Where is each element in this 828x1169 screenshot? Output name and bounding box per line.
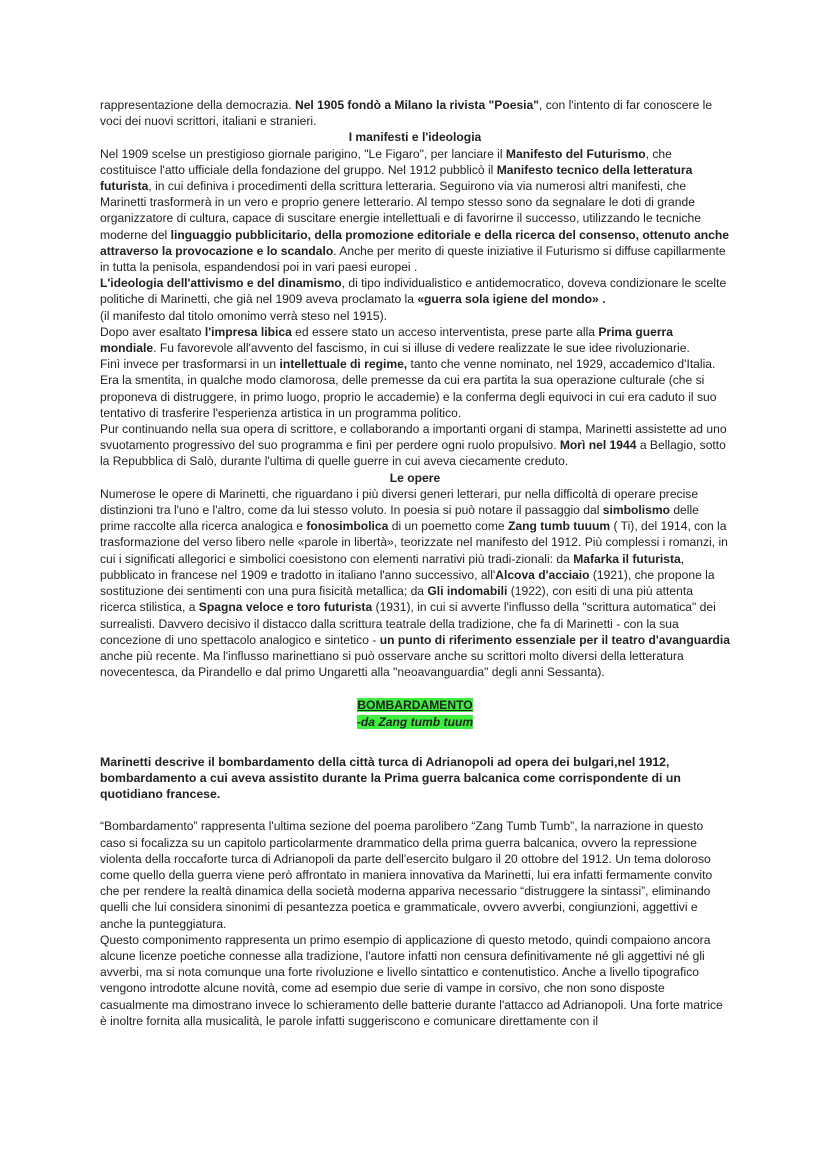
heading-manifesti: I manifesti e l'ideologia xyxy=(348,130,482,145)
section-title-wrap xyxy=(100,697,730,713)
section-subtitle-wrap xyxy=(100,714,730,730)
paragraph-manifesto-note: (il manifesto dal titolo omonimo verrà steso nel 1915). xyxy=(100,308,388,323)
paragraph-manifesti: Nel 1909 scelse un prestigioso giornale parigino, "Le Figaro", per lanciare il Manifesto del Futurismo, che costituisce l'atto ufficiale della fondazione del gruppo. Nel 1912 pubblicò il Manifesto tecnico della letteratura futurista, in cui definiva i procedimenti della scrittura letteraria. Seguirono via via numerosi altri manifesti, che Marinetti trasformerà in un vero e proprio genere letterario. Al tempo stesso sono da segnalare le doti di grande organizzatore di cultura, capace di suscitare energie intellettuali e di favorirne il successo, utilizzando le tecniche moderne del linguaggio pubblicitario, della promozione editoriale e della ricerca del consenso, ottenuto anche attraverso la provocazione e lo scandalo. Anche per merito di queste iniziative il Futurismo si diffuse capillarmente in tutta la penisola, espandendosi poi in vari paesi europei . xyxy=(100,146,730,275)
paragraph-regime: Finì invece per trasformarsi in un intellettuale di regime, tanto che venne nominato, nel 1929, accademico d'Italia. Era la smentita, in qualche modo clamorosa, delle premesse da cui era partita la sua operazione culturale (che si proponeva di distruggere, in primo luogo, proprio le accademie) e la conferma degli equivoci in cui era caduto il suo tentativo di trasferire l'esperienza artistica in un programma politico. xyxy=(100,357,717,420)
section-title-bombardamento: BOMBARDAMENTO xyxy=(357,698,473,713)
paragraph-componimento: Questo componimento rappresenta un primo esempio di applicazione di questo metodo, quindi compaiono ancora alcune licenze poetiche connesse alla tradizione, l'autore infatti non censura definitivamente né gli aggettivi né gli avverbi, ma si nota comunque una forte rivoluzione e livello sintattico e contenutistico. Anche a livello tipografico vengono introdotte alcune novità, come ad esempio due serie di vampe in corsivo, che non sono disposte casualmente ma dimostrano invece lo schieramento delle batterie durante l'attacco ad Adrianopoli. Una forte matrice è inoltre fornita alla musicalità, le parole infatti suggeriscono e comunicare direttamente con il xyxy=(100,932,723,1028)
section-subtitle: -da Zang tumb tuum xyxy=(356,714,474,729)
heading-opere: Le opere xyxy=(389,470,441,485)
document-page xyxy=(100,97,730,1029)
paragraph-opere: Numerose le opere di Marinetti, che riguardano i più diversi generi letterari, pur nella difficoltà di operare precise distinzioni tra l'uno e l'altro, come da lui stesso voluto. In poesia si può notare il passaggio dal simbolismo delle prime raccolte alla ricerca analogica e fonosimbolica di un poemetto come Zang tumb tuuum ( Ti), del 1914, con la trasformazione del verso libero nelle «parole in libertà», teorizzate nel manifesto del 1912. Più complessi i romanzi, in cui i significati allegorici e simbolici coesistono con elementi narrativi più tradi-zionali: da Mafarka il futurista, pubblicato in francese nel 1909 e tradotto in italiano l'anno successivo, all'Alcova d'acciaio (1921), che propone la sostituzione dei sentimenti con una pura fisicità metallica; da Gli indomabili (1922), con esiti di una più attenta ricerca stilistica, a Spagna veloce e toro futurista (1931), in cui si avverte l'influsso della "scrittura automatica" dei surrealisti. Davvero decisivo il distacco dalla scrittura teatrale della tradizione, che fa di Marinetti - con la sua concezione di uno spettacolo analogico e sintetico - un punto di riferimento essenziale per il teatro d'avanguardia anche più recente. Ma l'influsso marinettiano si può osservare anche su scrittori molto diversi della letteratura novecentesca, da Pirandello e dal primo Ungaretti alla "neoavanguardia" degli anni Sessanta). xyxy=(100,486,730,680)
paragraph-poesia: rappresentazione della democrazia. Nel 1905 fondò a Milano la rivista "Poesia", con l'intento di far conoscere le voci dei nuovi scrittori, italiani e stranieri. xyxy=(100,98,713,129)
intro-summary: Marinetti descrive il bombardamento della città turca di Adrianopoli ad opera dei bulgari,nel 1912, bombardamento a cui aveva assistito durante la Prima guerra balcanica come corrispondente di un quotidiano francese. xyxy=(100,754,681,802)
paragraph-guerra: Dopo aver esaltato l'impresa libica ed essere stato un acceso interventista, prese parte alla Prima guerra mondiale. Fu favorevole all'avvento del fascismo, in cui si illuse di vedere realizzate le sue idee rivoluzionarie. xyxy=(100,324,690,356)
paragraph-bombardamento: “Bombardamento” rappresenta l'ultima sezione del poema parolibero “Zang Tumb Tumb”, la narrazione in questo caso si focalizza su un capitolo particolarmente drammatico della prima guerra balcanica, ovvero la repressione violenta della roccaforte turca di Adrianopoli da parte dell'esercito bulgaro il 20 ottobre del 1912. Un tema doloroso come quello della guerra viene però affrontato in maniera innovativa da Marinetti, lui era infatti fermamente convito che per rendere la realtà dinamica della società moderna appariva necessario “distruggere la sintassi”, eliminando quelli che lui considera sinonimi di pesantezza poetica e grammaticale, ovvero avverbi, congiunzioni, aggettivi e anche la punteggiatura. xyxy=(100,819,713,931)
paragraph-morte: Pur continuando nella sua opera di scrittore, e collaborando a importanti organi di stampa, Marinetti assistette ad uno svuotamento progressivo del suo programma e finì per perdere ogni ruolo propulsivo. Morì nel 1944 a Bellagio, sotto la Repubblica di Salò, durante l'ultima di quelle guerre in cui aveva ciecamente creduto. xyxy=(100,422,727,469)
paragraph-ideologia: L'ideologia dell'attivismo e del dinamismo, di tipo individualistico e antidemocratico, doveva condizionare le scelte politiche di Marinetti, che già nel 1909 aveva proclamato la «guerra sola igiene del mondo» . xyxy=(100,276,727,307)
